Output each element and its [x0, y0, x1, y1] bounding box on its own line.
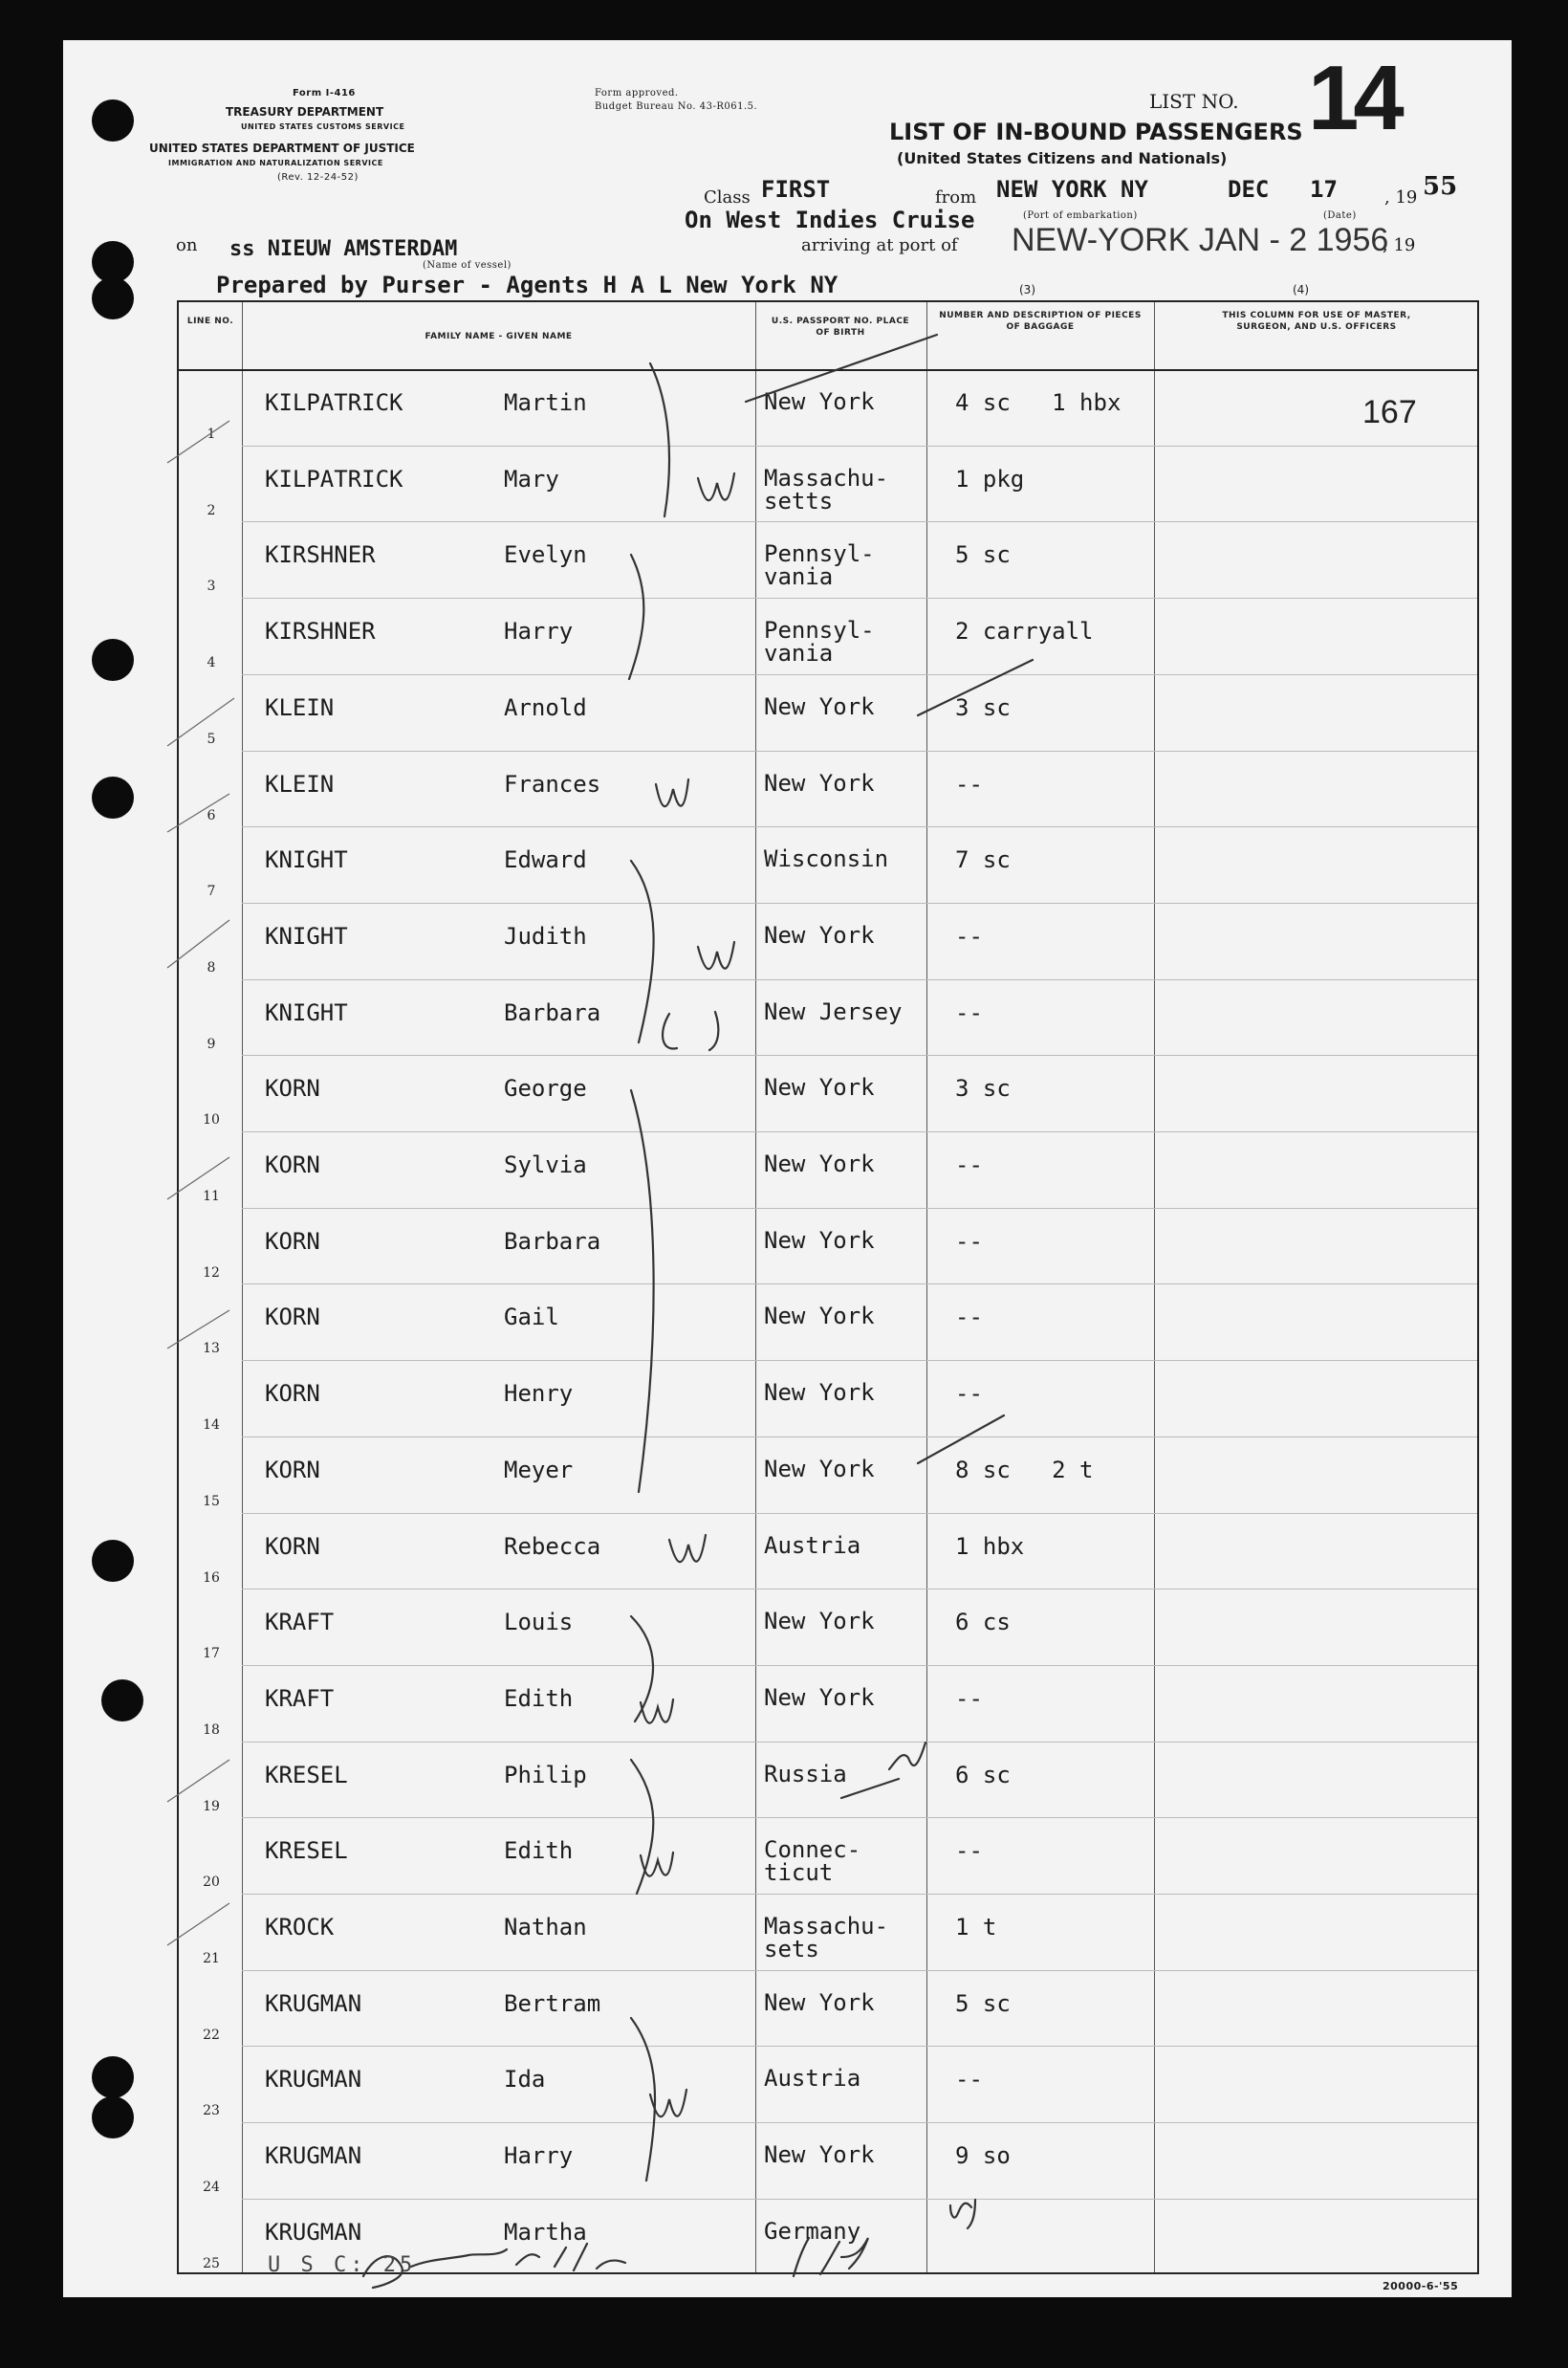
line-number: 12 — [203, 1264, 220, 1281]
list-no-label: LIST NO. — [1149, 90, 1239, 113]
baggage: -- — [955, 1380, 983, 1408]
given-name: Arnold — [504, 693, 587, 721]
family-name: KIRSHNER — [265, 541, 376, 569]
family-name: KORN — [265, 1075, 320, 1103]
dept-customs: UNITED STATES CUSTOMS SERVICE — [241, 122, 405, 131]
line-number: 9 — [207, 1036, 216, 1052]
cruise-label: On West Indies Cruise — [685, 207, 975, 233]
baggage: 9 so — [955, 2142, 1011, 2170]
given-name: Henry — [504, 1380, 574, 1408]
dept-ins: IMMIGRATION AND NATURALIZATION SERVICE — [168, 159, 383, 167]
family-name: KRUGMAN — [265, 1989, 362, 2017]
line-number: 3 — [207, 579, 216, 595]
given-name: Judith — [504, 922, 587, 950]
family-name: KORN — [265, 1304, 320, 1331]
line-number: 25 — [203, 2255, 220, 2271]
depart-year: 55 — [1423, 172, 1458, 201]
port-embark-label: (Port of embarkation) — [1023, 210, 1138, 221]
baggage: -- — [955, 922, 983, 950]
dept-justice: UNITED STATES DEPARTMENT OF JUSTICE — [149, 142, 415, 155]
family-name: KORN — [265, 1456, 320, 1483]
budget-bureau: Budget Bureau No. 43-R061.5. — [595, 101, 758, 112]
form-subtitle: (United States Citizens and Nationals) — [897, 149, 1228, 167]
prepared-by: Prepared by Purser - Agents H A L New York NY — [216, 272, 838, 298]
given-name: Edward — [504, 846, 587, 874]
col-header-baggage: NUMBER AND DESCRIPTION OF PIECES OF BAGGAGE — [939, 311, 1142, 332]
given-name: Martin — [504, 389, 587, 416]
given-name: Bertram — [504, 1989, 601, 2017]
place-of-birth: New Jersey — [764, 998, 903, 1025]
depart-day: 17 — [1310, 176, 1338, 203]
class-label: Class — [704, 187, 751, 208]
line-number: 11 — [203, 1189, 220, 1204]
baggage: 1 hbx — [955, 1532, 1025, 1560]
given-name: Philip — [504, 1761, 587, 1788]
form-number: Form I-416 — [293, 88, 356, 99]
line-number: 14 — [203, 1417, 220, 1434]
family-name: KORN — [265, 1380, 320, 1408]
given-name: Louis — [504, 1609, 574, 1636]
baggage: 6 cs — [955, 1609, 1011, 1636]
form-revision: (Rev. 12-24-52) — [277, 172, 359, 183]
place-of-birth: Russia — [764, 1760, 847, 1787]
col-4-label: (4) — [1293, 283, 1309, 296]
given-name: Edith — [504, 1837, 574, 1865]
baggage: 3 sc — [955, 693, 1011, 721]
line-number: 4 — [207, 655, 216, 671]
line-number: 23 — [203, 2103, 220, 2119]
place-of-birth: New York — [764, 921, 875, 949]
family-name: KNIGHT — [265, 922, 348, 950]
place-of-birth: New York — [764, 1303, 875, 1330]
family-name: KILPATRICK — [265, 465, 403, 493]
place-of-birth: Connec- ticut — [764, 1836, 861, 1887]
given-name: Ida — [504, 2066, 546, 2094]
line-number: 15 — [203, 1493, 220, 1509]
line-number: 21 — [203, 1951, 220, 1966]
form-title: LIST OF IN-BOUND PASSENGERS — [889, 119, 1303, 145]
year-prefix: , 19 — [1384, 187, 1418, 208]
officer-annotation: 167 — [1362, 394, 1417, 430]
place-of-birth: Austria — [764, 2065, 861, 2093]
line-number: 18 — [203, 1721, 220, 1738]
given-name: Rebecca — [504, 1532, 601, 1560]
family-name: KNIGHT — [265, 846, 348, 874]
place-of-birth: New York — [764, 388, 875, 415]
form-approved: Form approved. — [595, 88, 679, 99]
line-number: 22 — [203, 2027, 220, 2043]
place-of-birth: Massachu- setts — [764, 464, 889, 515]
baggage: 1 t — [955, 1914, 997, 1940]
place-of-birth: New York — [764, 1455, 875, 1482]
place-of-birth: Pennsyl- vania — [764, 617, 875, 668]
place-of-birth: New York — [764, 1988, 875, 2016]
baggage: -- — [955, 1837, 983, 1865]
family-name: KRUGMAN — [265, 2218, 362, 2246]
line-number: 5 — [207, 731, 216, 747]
place-of-birth: Austria — [764, 1531, 861, 1559]
family-name: KNIGHT — [265, 998, 348, 1026]
vessel-label: (Name of vessel) — [423, 260, 512, 271]
dept-treasury: TREASURY DEPARTMENT — [226, 105, 384, 119]
family-name: KRUGMAN — [265, 2066, 362, 2094]
baggage: 5 sc — [955, 1989, 1011, 2017]
family-name: KRESEL — [265, 1761, 348, 1788]
baggage: -- — [955, 1684, 983, 1712]
line-number: 16 — [203, 1569, 220, 1586]
given-name: Mary — [504, 465, 559, 493]
baggage: -- — [955, 1151, 983, 1178]
baggage: 8 sc 2 t — [955, 1456, 1094, 1483]
family-name: KRAFT — [265, 1684, 335, 1712]
baggage: 2 carryall — [955, 618, 1094, 646]
line-number: 1 — [207, 427, 216, 442]
place-of-birth: New York — [764, 1074, 875, 1102]
line-number: 20 — [203, 1875, 220, 1891]
family-name: KRESEL — [265, 1837, 348, 1865]
line-number: 24 — [203, 2180, 220, 2196]
given-name: Barbara — [504, 1227, 601, 1255]
baggage: -- — [955, 998, 983, 1026]
given-name: Harry — [504, 2142, 574, 2170]
line-number: 2 — [207, 502, 216, 518]
on-label: on — [176, 235, 198, 255]
family-name: KILPATRICK — [265, 389, 403, 416]
class-value: FIRST — [761, 176, 831, 203]
from-label: from — [935, 187, 977, 208]
date-label: (Date) — [1323, 210, 1357, 221]
baggage: 6 sc — [955, 1761, 1011, 1788]
line-number: 19 — [203, 1798, 220, 1814]
baggage: 5 sc — [955, 541, 1011, 569]
place-of-birth: New York — [764, 1683, 875, 1711]
given-name: Martha — [504, 2218, 587, 2246]
place-of-birth: New York — [764, 2141, 875, 2169]
place-of-birth: New York — [764, 1379, 875, 1407]
from-port: NEW YORK NY — [996, 176, 1148, 203]
depart-month: DEC — [1228, 176, 1270, 203]
col-header-name: FAMILY NAME - GIVEN NAME — [425, 332, 573, 341]
footer-written: U S C: 25 — [268, 2253, 417, 2277]
given-name: Nathan — [504, 1914, 587, 1940]
line-number: 10 — [203, 1112, 220, 1129]
place-of-birth: New York — [764, 1226, 875, 1254]
baggage: -- — [955, 770, 983, 798]
baggage: -- — [955, 1227, 983, 1255]
place-of-birth: New York — [764, 692, 875, 720]
given-name: Edith — [504, 1684, 574, 1712]
place-of-birth: New York — [764, 769, 875, 797]
family-name: KORN — [265, 1532, 320, 1560]
footer-code: 20000-6-'55 — [1383, 2280, 1459, 2292]
baggage: -- — [955, 2066, 983, 2094]
year-suffix: , 19 — [1383, 235, 1416, 255]
place-of-birth: New York — [764, 1608, 875, 1635]
baggage: 1 pkg — [955, 465, 1025, 493]
col-header-passport: U.S. PASSPORT NO. PLACE OF BIRTH — [771, 317, 910, 338]
list-number: 14 — [1308, 47, 1399, 149]
arriving-label: arriving at port of — [801, 235, 958, 255]
family-name: KROCK — [265, 1914, 335, 1940]
family-name: KORN — [265, 1151, 320, 1178]
baggage: 7 sc — [955, 846, 1011, 874]
given-name: Harry — [504, 618, 574, 646]
given-name: George — [504, 1075, 587, 1103]
line-number: 7 — [207, 884, 216, 900]
family-name: KLEIN — [265, 770, 335, 798]
given-name: Barbara — [504, 998, 601, 1026]
baggage: 4 sc 1 hbx — [955, 389, 1122, 416]
line-number: 6 — [207, 807, 216, 823]
place-of-birth: Pennsyl- vania — [764, 540, 875, 591]
baggage: -- — [955, 1304, 983, 1331]
given-name: Frances — [504, 770, 601, 798]
given-name: Gail — [504, 1304, 559, 1331]
family-name: KIRSHNER — [265, 618, 376, 646]
family-name: KRAFT — [265, 1609, 335, 1636]
given-name: Meyer — [504, 1456, 574, 1483]
col-header-line: LINE NO. — [186, 317, 234, 326]
col-header-officers: THIS COLUMN FOR USE OF MASTER, SURGEON, AND U.S. OFFICERS — [1222, 311, 1411, 332]
given-name: Sylvia — [504, 1151, 587, 1178]
place-of-birth: New York — [764, 1151, 875, 1177]
arrival-stamp: NEW-YORK JAN - 2 1956 — [1012, 222, 1389, 258]
family-name: KLEIN — [265, 693, 335, 721]
line-number: 13 — [203, 1341, 220, 1357]
line-number: 17 — [203, 1646, 220, 1662]
vessel-name: ss NIEUW AMSTERDAM — [229, 237, 458, 261]
given-name: Evelyn — [504, 541, 587, 569]
family-name: KRUGMAN — [265, 2142, 362, 2170]
line-number: 8 — [207, 959, 216, 976]
col-3-label: (3) — [1019, 283, 1035, 296]
family-name: KORN — [265, 1227, 320, 1255]
place-of-birth: Wisconsin — [764, 845, 889, 873]
place-of-birth: Massachu- sets — [764, 1913, 889, 1962]
place-of-birth: Germany — [764, 2217, 861, 2245]
baggage: 3 sc — [955, 1075, 1011, 1103]
